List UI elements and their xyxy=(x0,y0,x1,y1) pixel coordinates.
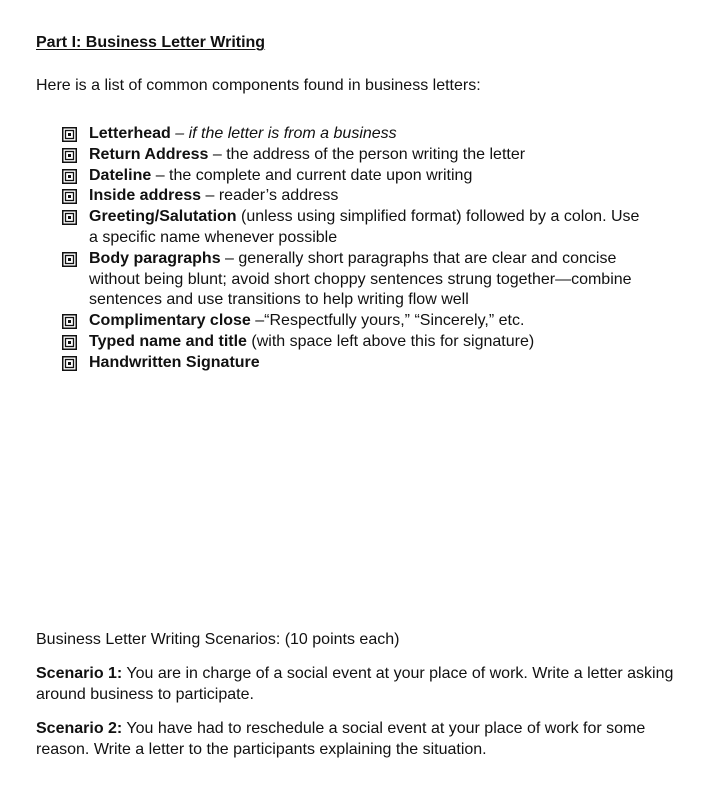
list-item xyxy=(62,207,642,249)
boxed-square-bullet-icon xyxy=(62,252,77,267)
boxed-square-bullet-icon xyxy=(62,148,77,163)
component-desc: – generally short paragraphs that are clear and concise without being blunt; avoid short choppy sentences strung together—combine sentences and use transitions to help writing flow well xyxy=(89,249,632,309)
list-item xyxy=(62,332,642,353)
component-desc: – reader’s address xyxy=(201,187,339,205)
component-term: Complimentary close xyxy=(89,312,251,330)
list-item xyxy=(62,186,642,207)
boxed-square-bullet-icon xyxy=(62,189,77,204)
component-desc: (with space left above this for signature) xyxy=(246,332,535,350)
component-term: Dateline xyxy=(89,166,152,184)
scenario-label: Scenario 2: xyxy=(36,720,123,737)
component-term: Greeting/Salutation xyxy=(89,208,237,226)
component-term: Letterhead xyxy=(89,125,171,142)
boxed-square-bullet-icon xyxy=(62,335,77,350)
page-title: Part I: Business Letter Writing xyxy=(36,34,266,51)
component-desc: –“Respectfully yours,” “Sincerely,” etc. xyxy=(250,312,525,330)
list-item xyxy=(62,145,642,166)
list-item xyxy=(62,166,642,187)
boxed-square-bullet-icon xyxy=(62,169,77,184)
list-item xyxy=(62,249,642,311)
component-term: Return Address xyxy=(89,145,209,163)
component-desc: – the address of the person writing the letter xyxy=(208,145,526,163)
intro-text: Here is a list of common components found in business letters: xyxy=(36,77,481,94)
boxed-square-bullet-icon xyxy=(62,314,77,329)
component-term: Typed name and title xyxy=(89,332,247,350)
component-desc: (unless using simplified format) followed by a colon. Use a specific name whenever possible xyxy=(89,208,640,246)
list-item xyxy=(62,124,642,145)
scenario-label: Scenario 1: xyxy=(36,665,123,682)
scenario-text: You have had to reschedule a social event at your place of work for some reason. Write a letter to the participants explaining the situation. xyxy=(36,720,646,758)
boxed-square-bullet-icon xyxy=(62,356,77,371)
component-desc: – if the letter is from a business xyxy=(170,125,397,142)
component-term: Handwritten Signature xyxy=(89,353,260,371)
component-term: Body paragraphs xyxy=(89,249,221,267)
boxed-square-bullet-icon xyxy=(62,127,77,142)
scenario-2 xyxy=(36,719,676,760)
scenario-1 xyxy=(36,664,676,705)
list-item xyxy=(62,353,642,374)
scenarios-heading: Business Letter Writing Scenarios: (10 points each) xyxy=(36,631,400,648)
components-list xyxy=(62,124,642,374)
boxed-square-bullet-icon xyxy=(62,210,77,225)
scenario-text: You are in charge of a social event at your place of work. Write a letter asking around business to participate. xyxy=(36,665,674,703)
list-item xyxy=(62,311,642,332)
component-term: Inside address xyxy=(89,187,202,205)
component-desc: – the complete and current date upon writing xyxy=(151,166,473,184)
